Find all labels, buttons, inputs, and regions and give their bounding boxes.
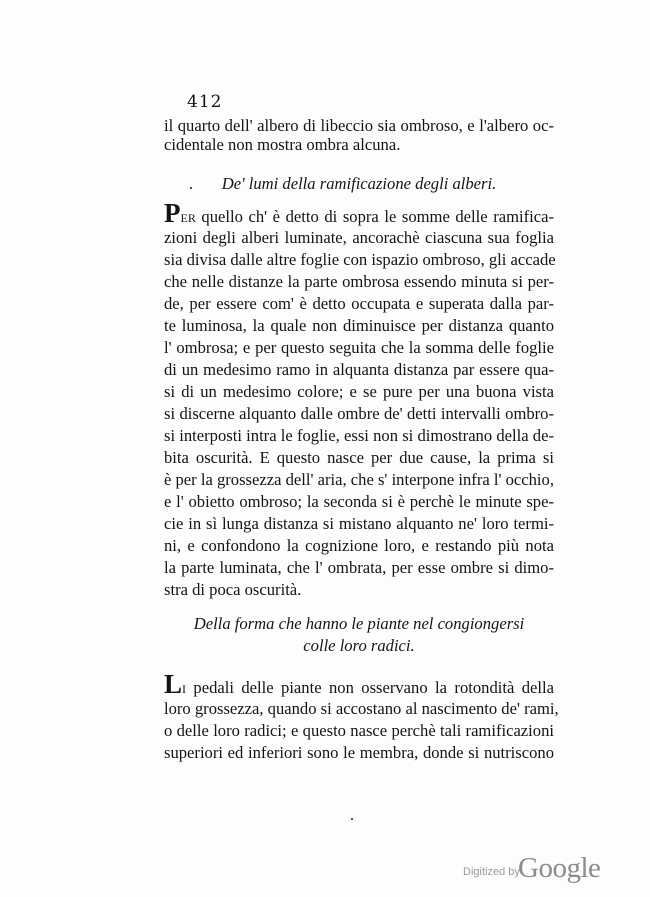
paragraph-line: de, per essere com' è detto occupata e superata dalla par- [164, 294, 554, 313]
paragraph-line: o delle loro radici; e questo nasce perchè tali ramificazioni [164, 721, 554, 740]
section-heading-line1: Della forma che hanno le piante nel congiongersi [193, 614, 525, 633]
paragraph-line: è per la grossezza dell' aria, che s' interpone infra l' occhio, [164, 470, 554, 489]
paragraph-line: la parte luminata, che l' ombrata, per esse ombre si dimo- [164, 558, 554, 577]
paragraph-line: cie in sì lunga distanza si mistano alquanto ne' loro termi- [164, 514, 554, 533]
paragraph-line: stra di poca oscurità. [164, 580, 302, 599]
digitized-by-label: Digitized by [463, 866, 520, 878]
drop-cap: L [164, 669, 183, 699]
page-number: 412 [187, 92, 223, 112]
intro-line: il quarto dell' albero di libeccio sia ombroso, e l'albero oc- [164, 116, 554, 135]
paragraph-line: zioni degli alberi luminate, ancorachè ciascuna sua foglia [164, 228, 554, 247]
paragraph-line: di un medesimo ramo in alquanta distanza par essere qua- [164, 360, 554, 379]
drop-cap: P [164, 198, 181, 228]
paragraph-line: bita oscurità. E questo nasce per due cause, la prima si [164, 448, 554, 467]
paragraph-first-line [164, 198, 554, 229]
google-logo: Google [518, 852, 601, 884]
small-caps-word: I [182, 682, 187, 696]
ink-speck [351, 818, 353, 820]
paragraph-line: si di un medesimo colore; e se pure per una buona vista [164, 382, 554, 401]
paragraph-line: ni, e confondono la cognizione loro, e restando più nota [164, 536, 554, 555]
paragraph-line: si interposti intra le foglie, essi non si dimostrano della de- [164, 426, 554, 445]
paragraph-line: loro grossezza, quando si accostano al nascimento de' rami, [164, 699, 559, 718]
paragraph-line: si discerne alquanto dalle ombre de' detti intervalli ombro- [164, 404, 554, 423]
paragraph-line: superiori ed inferiori sono le membra, donde si nutriscono [164, 743, 554, 762]
paragraph-line-text: pedali delle piante non osservano la rotondità della [193, 678, 554, 697]
section-heading-line2: colle loro radici. [303, 636, 415, 655]
paragraph-line: sia divisa dalle altre foglie con ispazio ombroso, gli accade [164, 250, 556, 269]
small-caps-word: ER [180, 211, 196, 225]
ink-speck [190, 187, 192, 189]
paragraph-line-text: quello ch' è detto di sopra le somme delle ramifica- [201, 207, 554, 226]
intro-line: cidentale non mostra ombra alcuna. [164, 135, 401, 154]
paragraph-line: e l' obietto ombroso; la seconda si è perchè le minute spe- [164, 492, 554, 511]
paragraph-line: te luminosa, la quale non diminuisce per distanza quanto [164, 316, 554, 335]
paragraph-line: l' ombrosa; e per questo seguita che la somma delle foglie [164, 338, 554, 357]
section-heading: De' lumi della ramificazione degli alberi. [221, 174, 497, 193]
paragraph-first-line [164, 669, 554, 700]
paragraph-line: che nelle distanze la parte ombrosa essendo minuta si per- [164, 272, 554, 291]
